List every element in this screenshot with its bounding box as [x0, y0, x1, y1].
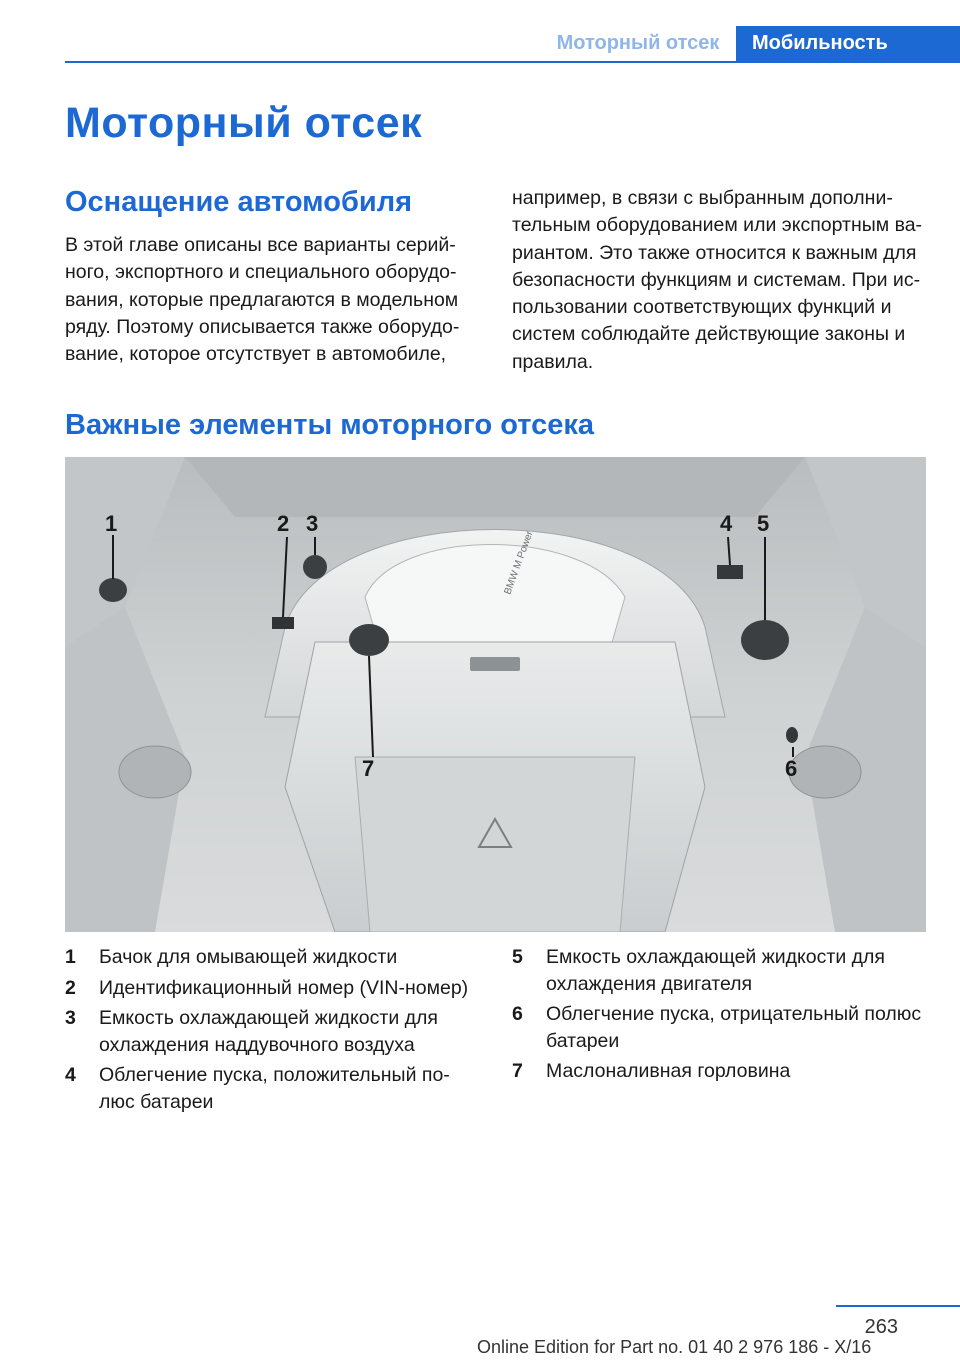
- intro-paragraph-right: например, в связи с выбранным дополни-тельным оборудованием или экспортным ва-риантом. Это также относится к важным для безопасности функциям и системам. При ис-пользовании соответствующих функций и систем соблюдайте действующие законы и правила.: [512, 187, 923, 373]
- header-chapter-tab: Мобильность: [736, 26, 960, 61]
- footer-divider: [836, 1305, 960, 1307]
- header-section-label: Моторный отсек: [556, 32, 720, 54]
- callout-3: 3: [306, 511, 319, 536]
- legend-item: [65, 975, 485, 1002]
- m-badge: [470, 657, 520, 671]
- legend-number: 2: [65, 976, 76, 999]
- charge-air-coolant-cap: [303, 555, 327, 579]
- page-number: 263: [864, 1316, 898, 1338]
- legend-item: [65, 1005, 485, 1058]
- edition-note: Online Edition for Part no. 01 40 2 976 186 - X/16: [477, 1337, 872, 1357]
- section-heading-engine-components: Важные элементы моторного отсека: [65, 409, 595, 441]
- legend-text: Маслоналивная горловина: [546, 1060, 791, 1082]
- legend-number: 7: [512, 1060, 523, 1082]
- right-strut-tower: [789, 746, 861, 798]
- oil-filler-cap: [349, 624, 389, 656]
- legend-text: Идентификационный номер (VIN-номер): [99, 976, 469, 999]
- legend-number: 6: [512, 1003, 523, 1025]
- callout-2: 2: [277, 511, 290, 536]
- legend-list-right: [512, 944, 932, 1089]
- section-heading-equipment: Оснащение автомобиля: [65, 186, 413, 218]
- positive-terminal: [717, 565, 743, 579]
- legend-number: 3: [65, 1007, 76, 1029]
- legend-list-left: [65, 944, 485, 1119]
- callout-4: 4: [720, 511, 733, 536]
- vin-plate: [272, 617, 294, 629]
- legend-item: [65, 944, 485, 971]
- legend-text: Облегчение пуска, положительный по-люс батареи: [99, 1064, 450, 1113]
- header-divider: [65, 61, 960, 63]
- legend-number: 4: [65, 1064, 76, 1086]
- callout-5: 5: [757, 511, 770, 536]
- legend-item: [512, 1001, 932, 1054]
- cowl-panel: [185, 457, 805, 517]
- intro-paragraph-left: В этой главе описаны все варианты серий-ного, экспортного и специального оборудо-вания, которые предлагаются в модельном ряду. Поэтому описывается также оборудо-вание, которое отсутствует в автомобиле,: [65, 234, 460, 366]
- callout-1: 1: [105, 511, 118, 536]
- callout-6: 6: [785, 756, 798, 781]
- legend-number: 1: [65, 946, 76, 968]
- callout-7: 7: [362, 756, 375, 781]
- legend-text: Облегчение пуска, отрицательный полюс батареи: [546, 1003, 922, 1052]
- legend-number: 5: [512, 946, 523, 968]
- legend-item: [512, 1058, 932, 1085]
- legend-text: Емкость охлаждающей жидкости для охлаждения двигателя: [546, 946, 885, 995]
- page-title: Моторный отсек: [65, 99, 423, 147]
- engine-cover-text: BMW M Power: [502, 529, 536, 597]
- washer-fluid-cap: [99, 578, 127, 602]
- left-strut-tower: [119, 746, 191, 798]
- air-duct: [355, 757, 635, 932]
- legend-item: [65, 1062, 485, 1115]
- negative-terminal: [786, 727, 798, 743]
- legend-item: [512, 944, 932, 997]
- engine-coolant-cap: [741, 620, 789, 660]
- engine-compartment-illustration: [65, 457, 926, 932]
- legend-text: Бачок для омывающей жидкости: [99, 946, 398, 968]
- legend-text: Емкость охлаждающей жидкости для охлаждения наддувочного воздуха: [99, 1007, 438, 1056]
